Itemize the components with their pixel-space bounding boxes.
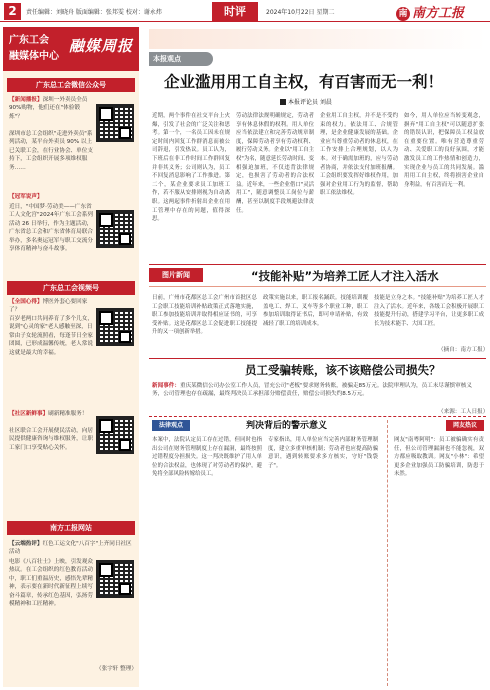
item-3-text: 博医外套心要回家了？ <box>9 299 88 314</box>
tag-netizen-view: 网友热议 <box>446 420 484 431</box>
item-5-head: 【云端热评】 <box>9 541 43 547</box>
divider <box>149 358 486 359</box>
column-divider <box>387 420 388 686</box>
item-1-head: 【新闻播报】 <box>9 97 43 103</box>
editor-credits: 责任编辑：刘晓舟 版面编辑：张邦雯 校对：谢永炜 <box>26 9 162 16</box>
brand-big-title: 融媒周报 <box>69 37 134 55</box>
sidebar-item-5[interactable] <box>9 540 135 557</box>
article-3-source: （来源：工人日报） <box>438 409 489 415</box>
tag-legal-view: 法律观点 <box>152 420 190 431</box>
page-number: 2 <box>4 3 21 20</box>
divider <box>149 416 486 417</box>
article-2-title: “技能补贴”为培养工匠人才注入活水 <box>251 269 439 283</box>
item-3-body: 百岁老两口共同养育了多个儿女，说到"心灵的家"老人感触至深，日常由子女轮流照看，每逢节日全家团圆，已形成温馨传统，老人常说这就是最大的幸福。 <box>9 316 93 356</box>
logo-mark-icon: 南 <box>396 7 410 21</box>
sidebar-item-3[interactable] <box>9 298 93 315</box>
newspaper-logo <box>396 2 486 20</box>
qr-code-icon[interactable] <box>96 210 134 248</box>
brand-line-1: 广东工会 <box>9 35 49 46</box>
article-1-col-4: 如今，用人单位应当转变观念，摒弃"用工自主权"可以随意扩张的错误认识，把保障员工权益放在重要位置。唯有营造尊重劳动、关爱职工的良好氛围，才能激发员工的工作热情和创造力，实现企业与员工的共同发展。滥用用工自主权，终将损害企业自身利益，有百害而无一利。 <box>404 113 484 188</box>
article-1-title: 企业滥用用工自主权，有百害而无一利！ <box>164 73 444 91</box>
article-1-col-3: 企业用工自主权，并不是不受约束的权力。依法用工、合规管理，是企业健康发展的基础。企业应当尊重劳动者的休息权，在工作安排上合理规划，以人为本。对于确需加班的，应与劳动者协商，并依法支付加班报酬。工会组织要发挥好维权作用，加强对企业用工行为的监督，帮助职工依法维权。 <box>320 113 398 197</box>
article-2-col-3: 技能是立身之本。"技能补贴"为培养工匠人才注入了活水。近年来，各级工会积极开展职工技能提升行动，搭建学习平台，让更多职工成长为技术能手、大国工匠。 <box>374 295 484 327</box>
article-1-col-2: 劳动法律法规明确规定，劳动者享有休息休假的权利。用人单位应当依法建立和完善劳动规章制度，保障劳动者享有劳动权利、履行劳动义务。企业以"用工自主权"为名，随意延长劳动时间、变相强迫加班，不仅违背法律规定，也损害了劳动者的合法权益。近年来，一些企业借口"灵活用工"，随意调整员工岗位与薪酬，甚至以制度手段规避法律责任。 <box>236 113 314 214</box>
sidebar-item-4[interactable] <box>9 410 93 418</box>
item-5-body: 电影《八百壮士》上映，引发观众热议。在工会组织的红色教育活动中，职工们重温历史，感悟先辈精神，表示要在新时代新征程上续写奋斗篇章，传承红色基因，弘扬劳模精神和工匠精神。 <box>9 559 93 608</box>
sidebar-item-1[interactable] <box>9 96 93 121</box>
article-3-title: 员工受骗转账，该不该赔偿公司损失？ <box>245 363 441 377</box>
item-5-text: 红色工运文化"八百字"上齐同日社区活动 <box>9 541 132 556</box>
logo-text: 南方工报 <box>412 6 465 21</box>
sidebar-brand <box>3 27 139 71</box>
sidebar-section-website: 南方工报网站 <box>7 521 135 535</box>
item-4-body: 社区联合工会开展便民活动，向居民提供健康咨询与维权服务，让职工家门口享受贴心关怀。 <box>9 428 93 451</box>
article-4-col-2: 专家指出，用人单位应当完善内部财务管理制度，建立多重审核机制；劳动者也应提高防骗意识，遇到转账要求多方核实，守好"钱袋子"。 <box>268 437 378 469</box>
item-5-sign: （张宇轩 整理） <box>96 666 137 672</box>
divider <box>149 264 486 265</box>
section-tab: 时评 <box>212 2 258 21</box>
article-1-byline <box>280 97 332 106</box>
article-4-col-1: 本案中，法院认定员工存在过错，但同时也指出公司在财务管理制度上存在漏洞，最终按照过错程度分担损失。这一判决既维护了用人单位的合法权益，也体现了对劳动者的保护，避免将全部风险转嫁给员工。 <box>152 437 262 478</box>
brand-line-2: 融媒体中心 <box>9 51 59 62</box>
sidebar-item-2[interactable] <box>9 193 93 201</box>
article-2-col-2: 政策实施以来，职工报名踊跃。技能培训覆盖电工、焊工、叉车等多个职业工种，职工参加培训取得证书后，即可申请补贴，有效减轻了职工的培训成本。 <box>263 295 368 327</box>
item-2-head: 【冠军说声】 <box>9 194 43 200</box>
byline-text: 本报评论员 刘晨 <box>288 99 332 106</box>
item-4-head: 【社区新鲜事】 <box>9 411 49 417</box>
sidebar-section-wechat: 广东总工会微信公众号 <box>7 78 135 92</box>
byline-square-icon <box>280 99 286 105</box>
item-4-text: 刷新精准服务！ <box>48 411 88 417</box>
article-2-badge: 图片新闻 <box>149 268 203 282</box>
article-2-col-1: 日前，广州市花都区总工会广州市首批区总工会职工技能培训补贴政策正式落地实施，职工参加技能培训并取得相应证书的，可享受补贴。这是花都区总工会促进职工技能提升的又一项创新举措。 <box>152 295 257 336</box>
article-2-rule <box>149 286 486 290</box>
qr-code-icon[interactable] <box>96 104 134 142</box>
article-3-news <box>152 382 482 398</box>
sidebar-section-video: 广东总工会视频号 <box>7 281 135 295</box>
item-3-head: 【全国心得】 <box>9 299 43 305</box>
item-1-text: 深圳一外卖员全员90%购物，他们还在"体验锻炼"？ <box>9 97 88 120</box>
news-head: 新闻事件： <box>152 383 180 389</box>
item-2-text: 近日，"中国梦·劳动美——广东省工人文化宫"2024年广东工会系列活动 26 日举行，作为主题活动，广东省总工会和广东省体育局联合举办，多名奥运冠军与职工交流分享体育精神与奋斗故事。 <box>9 204 93 253</box>
item-1-body: 深圳市总工会组织"走进外卖员"系列活动，某平台外卖员 90% 以上已关联工会，在行业协会、单位支持下，工会组织开展多项维权服务…… <box>9 131 93 171</box>
article-1-badge: 本报观点 <box>149 52 213 66</box>
article-4-col-3: 网友"南粤阿明"：员工被骗确实有责任，但公司管理漏洞也不能忽视，双方都应吸取教训。网友"小林"：希望更多企业加强员工防骗培训，防患于未然。 <box>394 437 484 478</box>
article-2-sign: （摘自：南方工报） <box>438 347 489 353</box>
qr-code-icon[interactable] <box>96 560 134 598</box>
qr-code-icon[interactable] <box>96 416 134 454</box>
article-1-banner <box>149 29 486 49</box>
issue-date: 2024年10月22日 星期二 <box>266 9 335 16</box>
news-text: 重庆某微信公司办公室工作人员，冒充公司"老板"要求财务转账，被骗走85万元。法院审理认为，员工未尽谨慎审核义务，公司管理也存在疏漏，最终判决员工承担部分赔偿责任，赔偿公司损失约8.5万元。 <box>152 383 472 397</box>
article-1-col-1: 近期，两个事件在社交平台上火爆，引发了社会的广泛关注和思考。第一个，一名员工因未在规定时间内回复工作群消息而被公司辞退，引发热议。员工认为，下班后在非工作时间工作群回复并非其义务；公司则认为，员工不回复消息影响了工作推进。第二个，某企业要求员工加班工作，若不服从安排则视为自动离职。这两起事件折射出企业在用工管理中存在的问题，值得深思。 <box>152 113 230 223</box>
qr-code-icon[interactable] <box>96 308 134 346</box>
article-4-title: 判决背后的警示意义 <box>246 421 328 431</box>
